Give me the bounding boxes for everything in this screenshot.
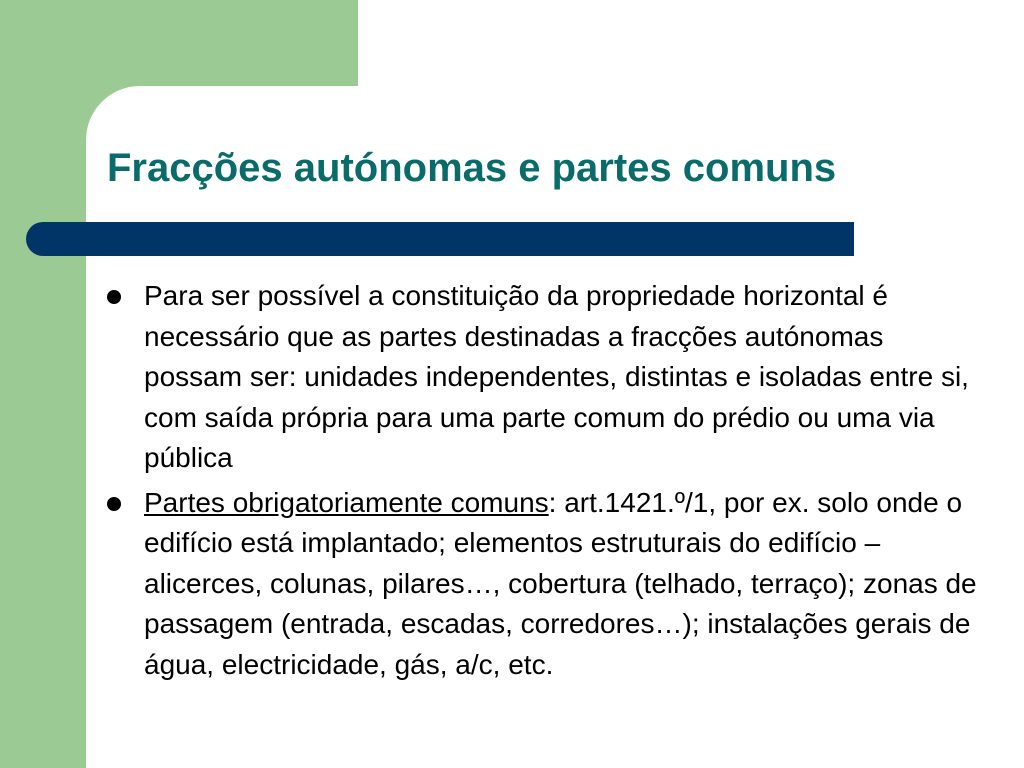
bullet-list — [107, 276, 977, 689]
bullet-text-wrapper — [144, 483, 977, 686]
bullet-text: Para ser possível a constituição da propriedade horizontal é necessário que as partes destinadas a fracções autónomas possam ser: unidades independentes, distintas e isoladas entre si, com saída própria para uma parte comum do prédio ou uma via pública — [144, 280, 969, 473]
bullet-item-1 — [107, 276, 977, 479]
slide-title: Fracções autónomas e partes comuns — [107, 146, 837, 190]
bullet-item-2 — [107, 483, 977, 686]
bullet-text: : art.1421.º/1, por ex. solo onde o edifício está implantado; elementos estruturais do edifício – alicerces, colunas, pilares…, cobertura (telhado, terraço); zonas de passagem (entrada, escadas, corredores…); instalações gerais de água, electricidade, gás, a/c, etc. — [144, 486, 977, 680]
bullet-dot-icon — [107, 290, 121, 304]
title-underline-bar — [26, 222, 854, 256]
underlined-term: Partes obrigatoriamente comuns — [144, 486, 549, 518]
bullet-dot-icon — [107, 497, 121, 511]
